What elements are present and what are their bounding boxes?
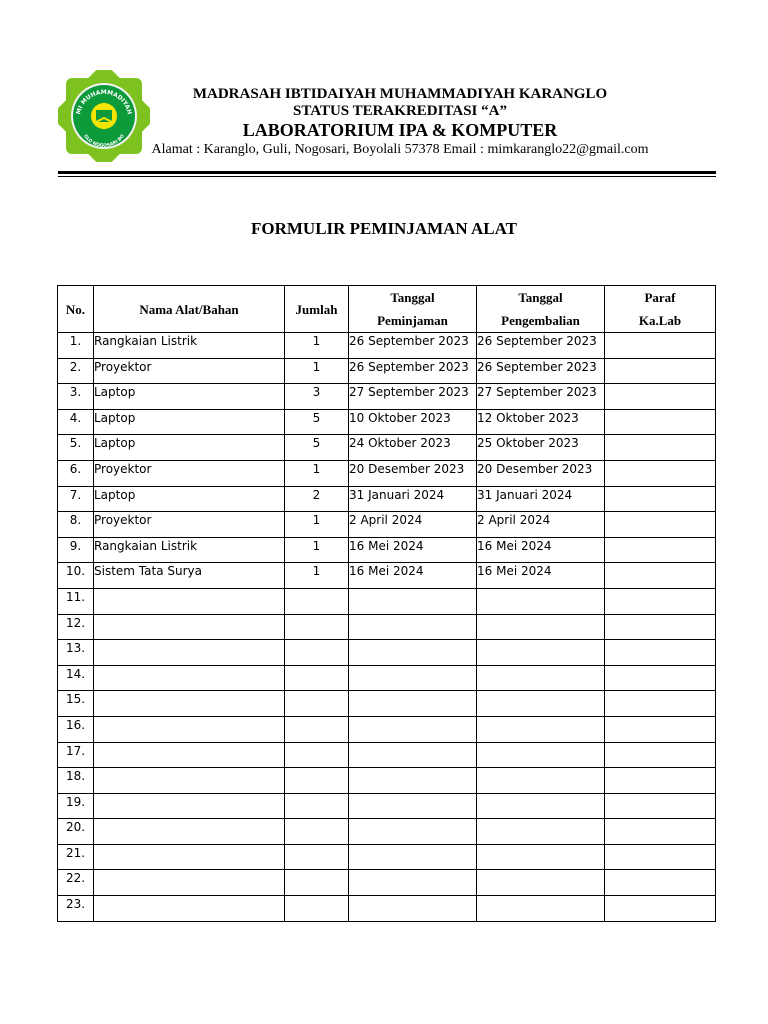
table-row xyxy=(58,486,716,512)
cell-borrow-date xyxy=(349,665,477,691)
cell-signature xyxy=(605,768,716,794)
cell-item-name xyxy=(94,665,285,691)
table-row xyxy=(58,563,716,589)
cell-no: 20. xyxy=(58,819,94,845)
cell-no: 16. xyxy=(58,716,94,742)
cell-return-date xyxy=(477,588,605,614)
table-row xyxy=(58,819,716,845)
table-row xyxy=(58,870,716,896)
cell-borrow-date: 26 September 2023 xyxy=(349,358,477,384)
cell-item-name: Laptop xyxy=(94,409,285,435)
cell-signature xyxy=(605,793,716,819)
cell-borrow-date: 16 Mei 2024 xyxy=(349,563,477,589)
cell-no: 5. xyxy=(58,435,94,461)
cell-return-date xyxy=(477,844,605,870)
cell-item-name xyxy=(94,793,285,819)
header-name: Nama Alat/Bahan xyxy=(94,286,285,333)
table-row xyxy=(58,793,716,819)
cell-signature xyxy=(605,870,716,896)
cell-borrow-date: 16 Mei 2024 xyxy=(349,537,477,563)
cell-no: 13. xyxy=(58,640,94,666)
cell-signature xyxy=(605,665,716,691)
cell-return-date xyxy=(477,716,605,742)
cell-quantity xyxy=(285,742,349,768)
cell-signature xyxy=(605,819,716,845)
table-header-row xyxy=(58,286,716,333)
cell-item-name xyxy=(94,896,285,922)
cell-item-name: Proyektor xyxy=(94,358,285,384)
cell-return-date: 26 September 2023 xyxy=(477,333,605,359)
cell-borrow-date xyxy=(349,768,477,794)
cell-return-date xyxy=(477,665,605,691)
cell-signature xyxy=(605,614,716,640)
cell-signature xyxy=(605,563,716,589)
accreditation-status: STATUS TERAKREDITASI “A” xyxy=(293,103,507,119)
cell-no: 14. xyxy=(58,665,94,691)
cell-quantity: 1 xyxy=(285,460,349,486)
table-row xyxy=(58,896,716,922)
school-name: MADRASAH IBTIDAIYAH MUHAMMADIYAH KARANGLO xyxy=(192,86,608,102)
cell-borrow-date: 26 September 2023 xyxy=(349,333,477,359)
cell-no: 22. xyxy=(58,870,94,896)
form-title: FORMULIR PEMINJAMAN ALAT xyxy=(250,219,517,238)
cell-no: 10. xyxy=(58,563,94,589)
cell-quantity xyxy=(285,665,349,691)
cell-return-date: 27 September 2023 xyxy=(477,384,605,410)
cell-signature xyxy=(605,460,716,486)
cell-return-date: 20 Desember 2023 xyxy=(477,460,605,486)
table-row xyxy=(58,435,716,461)
cell-signature xyxy=(605,512,716,538)
cell-no: 6. xyxy=(58,460,94,486)
cell-quantity xyxy=(285,614,349,640)
cell-borrow-date xyxy=(349,742,477,768)
cell-no: 9. xyxy=(58,537,94,563)
header-no: No. xyxy=(58,286,94,333)
cell-borrow-date: 24 Oktober 2023 xyxy=(349,435,477,461)
cell-no: 7. xyxy=(58,486,94,512)
cell-quantity xyxy=(285,896,349,922)
cell-quantity xyxy=(285,844,349,870)
logo-bottom-text: GLO NOGOSARI BO xyxy=(82,133,126,149)
cell-return-date xyxy=(477,768,605,794)
cell-quantity: 1 xyxy=(285,358,349,384)
cell-no: 19. xyxy=(58,793,94,819)
cell-no: 11. xyxy=(58,588,94,614)
cell-borrow-date xyxy=(349,716,477,742)
cell-item-name xyxy=(94,844,285,870)
cell-borrow-date xyxy=(349,640,477,666)
cell-return-date xyxy=(477,896,605,922)
cell-return-date: 16 Mei 2024 xyxy=(477,537,605,563)
table-row xyxy=(58,716,716,742)
cell-item-name: Laptop xyxy=(94,435,285,461)
cell-quantity: 1 xyxy=(285,333,349,359)
cell-return-date: 26 September 2023 xyxy=(477,358,605,384)
cell-return-date: 31 Januari 2024 xyxy=(477,486,605,512)
cell-signature xyxy=(605,896,716,922)
cell-quantity: 1 xyxy=(285,563,349,589)
table-row xyxy=(58,588,716,614)
table-row xyxy=(58,409,716,435)
cell-return-date xyxy=(477,742,605,768)
cell-no: 18. xyxy=(58,768,94,794)
cell-quantity: 3 xyxy=(285,384,349,410)
cell-return-date: 2 April 2024 xyxy=(477,512,605,538)
cell-signature xyxy=(605,435,716,461)
cell-signature xyxy=(605,384,716,410)
cell-signature xyxy=(605,742,716,768)
cell-quantity xyxy=(285,870,349,896)
cell-quantity xyxy=(285,768,349,794)
cell-item-name xyxy=(94,768,285,794)
header-qty: Jumlah xyxy=(285,286,349,333)
cell-item-name: Proyektor xyxy=(94,512,285,538)
cell-quantity xyxy=(285,640,349,666)
cell-borrow-date xyxy=(349,819,477,845)
cell-quantity: 1 xyxy=(285,537,349,563)
table-row xyxy=(58,614,716,640)
cell-signature xyxy=(605,537,716,563)
table-row xyxy=(58,384,716,410)
cell-item-name: Sistem Tata Surya xyxy=(94,563,285,589)
cell-quantity: 5 xyxy=(285,409,349,435)
table-row xyxy=(58,358,716,384)
cell-borrow-date xyxy=(349,691,477,717)
cell-item-name: Laptop xyxy=(94,384,285,410)
cell-item-name xyxy=(94,819,285,845)
cell-signature xyxy=(605,409,716,435)
cell-item-name xyxy=(94,640,285,666)
cell-return-date xyxy=(477,691,605,717)
cell-no: 1. xyxy=(58,333,94,359)
cell-borrow-date xyxy=(349,614,477,640)
cell-item-name: Rangkaian Listrik xyxy=(94,333,285,359)
cell-item-name xyxy=(94,870,285,896)
cell-return-date xyxy=(477,870,605,896)
letterhead xyxy=(150,86,650,158)
cell-quantity xyxy=(285,588,349,614)
letterhead-divider xyxy=(58,171,716,174)
cell-signature xyxy=(605,716,716,742)
cell-borrow-date: 20 Desember 2023 xyxy=(349,460,477,486)
cell-quantity xyxy=(285,716,349,742)
header-return-date: Tanggal Pengembalian xyxy=(477,286,605,333)
school-emblem-icon xyxy=(58,70,150,162)
table-row xyxy=(58,691,716,717)
cell-item-name xyxy=(94,588,285,614)
cell-item-name: Proyektor xyxy=(94,460,285,486)
letterhead-divider-thin xyxy=(58,176,716,177)
cell-item-name xyxy=(94,716,285,742)
cell-signature xyxy=(605,640,716,666)
cell-no: 15. xyxy=(58,691,94,717)
table-row xyxy=(58,768,716,794)
cell-borrow-date xyxy=(349,588,477,614)
header-borrow-date: Tanggal Peminjaman xyxy=(349,286,477,333)
cell-no: 23. xyxy=(58,896,94,922)
cell-return-date xyxy=(477,793,605,819)
cell-no: 21. xyxy=(58,844,94,870)
cell-no: 4. xyxy=(58,409,94,435)
cell-quantity xyxy=(285,691,349,717)
cell-signature xyxy=(605,844,716,870)
cell-borrow-date xyxy=(349,870,477,896)
table-row xyxy=(58,537,716,563)
cell-no: 17. xyxy=(58,742,94,768)
cell-quantity: 1 xyxy=(285,512,349,538)
table-row xyxy=(58,742,716,768)
table-row xyxy=(58,460,716,486)
cell-quantity xyxy=(285,793,349,819)
table-row xyxy=(58,844,716,870)
cell-item-name xyxy=(94,614,285,640)
cell-borrow-date: 2 April 2024 xyxy=(349,512,477,538)
cell-item-name xyxy=(94,742,285,768)
cell-signature xyxy=(605,588,716,614)
cell-return-date: 25 Oktober 2023 xyxy=(477,435,605,461)
cell-quantity xyxy=(285,819,349,845)
loan-table xyxy=(57,285,716,922)
logo-top-text: MI MUHAMMADIYAH xyxy=(75,88,133,116)
cell-borrow-date: 31 Januari 2024 xyxy=(349,486,477,512)
cell-borrow-date xyxy=(349,793,477,819)
cell-item-name: Rangkaian Listrik xyxy=(94,537,285,563)
cell-return-date: 12 Oktober 2023 xyxy=(477,409,605,435)
cell-item-name: Laptop xyxy=(94,486,285,512)
lab-name: LABORATORIUM IPA & KOMPUTER xyxy=(242,120,558,140)
cell-quantity: 5 xyxy=(285,435,349,461)
cell-signature xyxy=(605,333,716,359)
cell-no: 3. xyxy=(58,384,94,410)
cell-borrow-date xyxy=(349,896,477,922)
cell-signature xyxy=(605,358,716,384)
cell-borrow-date: 10 Oktober 2023 xyxy=(349,409,477,435)
cell-return-date xyxy=(477,614,605,640)
table-row xyxy=(58,333,716,359)
cell-signature xyxy=(605,486,716,512)
cell-item-name xyxy=(94,691,285,717)
address-line: Alamat : Karanglo, Guli, Nogosari, Boyolali 57378 Email : mimkaranglo22@gmail.com xyxy=(151,142,649,157)
cell-borrow-date: 27 September 2023 xyxy=(349,384,477,410)
header-signature: Paraf Ka.Lab xyxy=(605,286,716,333)
cell-return-date: 16 Mei 2024 xyxy=(477,563,605,589)
cell-return-date xyxy=(477,819,605,845)
table-row xyxy=(58,665,716,691)
cell-borrow-date xyxy=(349,844,477,870)
cell-signature xyxy=(605,691,716,717)
cell-no: 8. xyxy=(58,512,94,538)
cell-no: 12. xyxy=(58,614,94,640)
table-row xyxy=(58,640,716,666)
cell-no: 2. xyxy=(58,358,94,384)
table-row xyxy=(58,512,716,538)
cell-quantity: 2 xyxy=(285,486,349,512)
cell-return-date xyxy=(477,640,605,666)
